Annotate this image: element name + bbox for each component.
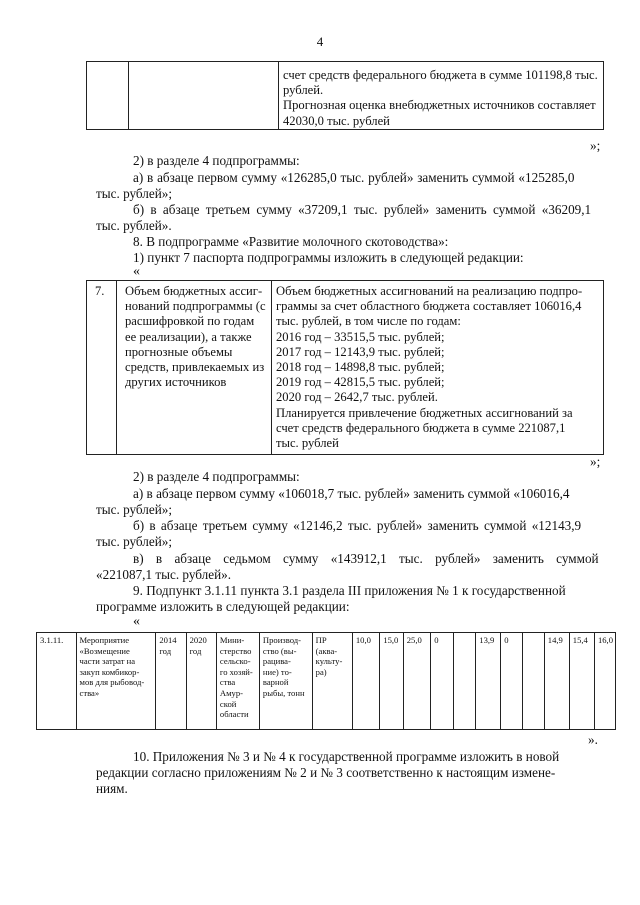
year-line: 2020 (189, 635, 207, 645)
value-cell (380, 633, 403, 730)
year-line: год (159, 645, 172, 656)
passport-table-continuation (86, 61, 604, 130)
activity-name-cell (76, 633, 156, 730)
paragraph-line: 1) пункт 7 паспорта подпрограммы изложить в следующей редакции: (133, 250, 524, 265)
indicator-line: ние) то- (262, 666, 292, 677)
executor-line: го хозяй- (219, 666, 253, 677)
paragraph-line: тыс. рублей»; (96, 186, 173, 201)
text-line: счет средств федерального бюджета в сумме 101198,8 тыс. (283, 68, 598, 82)
indicator-line: рыбы, тонн (262, 687, 305, 698)
paragraph-line: в) в абзаце седьмом сумму «143912,1 тыс. рублей» заменить суммой (133, 551, 599, 566)
value: 25,0 (406, 635, 422, 645)
value-cell (501, 633, 522, 730)
value: 15,0 (383, 635, 399, 645)
passport-table-item-7 (86, 280, 604, 455)
paragraph-line: а) в абзаце первом сумму «126285,0 тыс. рублей» заменить суммой «125285,0 (133, 170, 575, 185)
activity-code: 3.1.11. (40, 635, 64, 645)
paragraph-line: 2) в разделе 4 подпрограммы: (133, 153, 300, 168)
label-line: средств, привлекаемых из (125, 360, 265, 375)
value: 0 (504, 635, 509, 645)
value-cell (569, 633, 594, 730)
activity-line: части затрат на (79, 656, 136, 667)
text-line: Прогнозная оценка внебюджетных источников составляет (283, 98, 596, 113)
value-cell (403, 633, 430, 730)
program-activity-table (36, 632, 616, 730)
opening-quote: « (133, 264, 140, 279)
label-line: ее реализации), а также (125, 329, 252, 344)
passport-text-cell (272, 281, 604, 455)
indicator-line: варной (262, 677, 289, 688)
source-line: культу- (315, 656, 343, 667)
value-cell (352, 633, 379, 730)
label-line: нований подпрограммы (с (125, 299, 266, 314)
text-line: 2020 год – 2642,7 тыс. рублей. (276, 390, 438, 405)
executor-line: ства (219, 677, 236, 688)
executor-line: сельско- (219, 656, 251, 667)
paragraph-line: а) в абзаце первом сумму «106018,7 тыс. рублей» заменить суммой «106016,4 (133, 486, 570, 501)
label-line: прогнозные объемы (125, 344, 233, 359)
value-cell (522, 633, 544, 730)
year-line: 2014 (159, 635, 177, 645)
funding-source-cell (312, 633, 352, 730)
paragraph-line: б) в абзаце третьем сумму «12146,2 тыс. рублей» заменить суммой «12143,9 (133, 518, 582, 533)
paragraph-line: б) в абзаце третьем сумму «37209,1 тыс. рублей» заменить суммой «36209,1 (133, 202, 592, 217)
value-cell (594, 633, 615, 730)
text-line: граммы за счет областного бюджета составляет 106016,4 (276, 299, 582, 314)
activity-line: закуп комбикор- (79, 666, 140, 677)
paragraph-line: тыс. рублей»; (96, 502, 173, 517)
text-line: счет средств федерального бюджета в сумме 221087,1 (276, 420, 566, 435)
text-line: 2018 год – 14898,8 тыс. рублей; (276, 360, 445, 375)
closing-quote: »; (590, 454, 601, 469)
executor-cell (216, 633, 259, 730)
label-cell (117, 281, 272, 455)
activity-line: Мероприятие (79, 635, 130, 645)
opening-quote: « (133, 614, 140, 629)
executor-line: Амур- (219, 687, 244, 698)
start-year-cell (156, 633, 186, 730)
paragraph-line: ниям. (96, 781, 128, 796)
paragraph-line: редакции согласно приложениям № 2 и № 3 соответственно к настоящим измене- (96, 765, 556, 780)
text-line: тыс. рублей, в том числе по годам: (276, 314, 461, 329)
executor-line: области (219, 709, 249, 720)
indicator-cell (259, 633, 312, 730)
indicator-line: Производ- (262, 635, 301, 645)
source-line: ПР (315, 635, 327, 645)
text-line: тыс. рублей (276, 436, 339, 451)
closing-quote: ». (588, 732, 598, 747)
paragraph-line: тыс. рублей»; (96, 534, 173, 549)
label-line: других источников (125, 375, 227, 390)
text-line: 2016 год – 33515,5 тыс. рублей; (276, 329, 445, 344)
year-line: год (189, 645, 202, 656)
activity-line: мов для рыбовод- (79, 677, 145, 688)
text-line: рублей. (283, 83, 324, 98)
executor-line: стерство (219, 645, 252, 656)
item-number-cell (87, 281, 117, 455)
item-number: 7. (95, 284, 105, 298)
value: 0 (434, 635, 439, 645)
empty-cell (87, 62, 129, 130)
executor-line: Мини- (219, 635, 245, 645)
text-line: 42030,0 тыс. рублей (283, 113, 390, 128)
paragraph-line: 10. Приложения № 3 и № 4 к государственной программе изложить в новой (133, 749, 560, 764)
paragraph-line: «221087,1 тыс. рублей». (96, 567, 232, 582)
value: 10,0 (355, 635, 371, 645)
text-line: Объем бюджетных ассигнований на реализацию подпро- (276, 284, 583, 298)
value: 13,9 (479, 635, 495, 645)
value: 14,9 (547, 635, 563, 645)
indicator-line: ство (вы- (262, 645, 297, 656)
activity-line: «Возмещение (79, 645, 130, 656)
source-line: (аква- (315, 645, 338, 656)
page-number: 4 (316, 34, 324, 49)
executor-line: ской (219, 698, 237, 709)
source-line: ра) (315, 666, 327, 677)
value: 15,4 (572, 635, 588, 645)
end-year-cell (186, 633, 216, 730)
paragraph-line: тыс. рублей». (96, 218, 172, 233)
paragraph-line: 9. Подпункт 3.1.11 пункта 3.1 раздела III приложения № 1 к государственной (133, 583, 566, 598)
paragraph-line: программе изложить в следующей редакции: (96, 599, 350, 614)
indicator-line: рацива- (262, 656, 291, 667)
value-cell (431, 633, 454, 730)
closing-quote: »; (590, 138, 601, 153)
empty-cell (129, 62, 279, 130)
value-cell (476, 633, 501, 730)
label-line: Объем бюджетных ассиг- (125, 284, 263, 298)
value-cell (544, 633, 569, 730)
paragraph-line: 2) в разделе 4 подпрограммы: (133, 469, 300, 484)
paragraph-line: 8. В подпрограмме «Развитие молочного скотоводства»: (133, 234, 449, 249)
text-line: Планируется привлечение бюджетных ассигнований за (276, 405, 573, 420)
value: 16,0 (597, 635, 613, 645)
text-line: 2017 год – 12143,9 тыс. рублей; (276, 344, 445, 359)
label-line: расшифровкой по годам (125, 314, 255, 329)
value-cell (454, 633, 476, 730)
passport-text-cell (279, 62, 604, 130)
text-line: 2019 год – 42815,5 тыс. рублей; (276, 375, 445, 390)
activity-code-cell (37, 633, 77, 730)
activity-line: ства» (79, 687, 100, 698)
